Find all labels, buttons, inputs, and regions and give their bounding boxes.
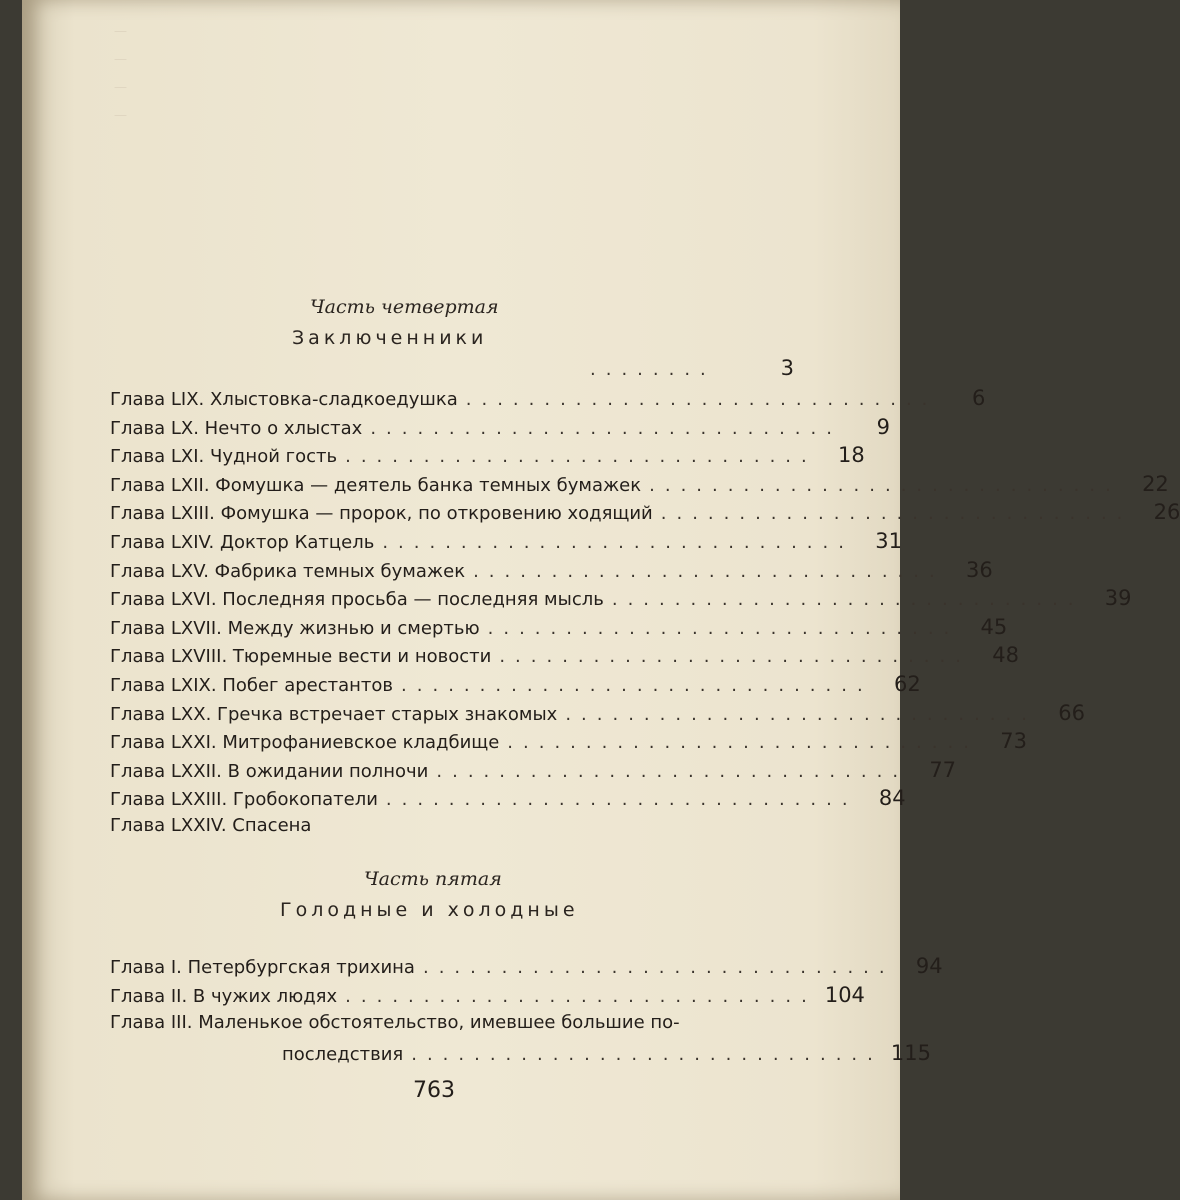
leader-dots: .............................. [660,503,1133,525]
leader-dots: .............................. [345,986,817,1007]
toc-page-number: 6 [972,386,986,410]
toc-page-number: 26 [1153,500,1180,525]
toc-chapter-title: Глава LXIII. Фомушка — пророк, по откровению ходящий [110,503,653,525]
toc-page-number: 73 [1000,729,1027,754]
toc-row[interactable] [110,614,1008,643]
toc-row[interactable] [110,443,865,471]
toc-page-number: 104 [824,983,865,1007]
leader-dots: .............................. [487,617,960,639]
toc-row[interactable] [282,1041,931,1069]
toc-chapter-title: Глава LXI. Чудной гость [110,446,338,468]
toc-page-number: 3 [780,356,794,380]
toc-row[interactable] [110,983,865,1011]
toc-chapter-title: Глава LXXIV. Спасена [110,815,312,836]
leader-dots: .............................. [401,675,873,696]
leader-dots: .............................. [465,389,938,410]
leader-dots: .............................. [507,732,979,754]
leader-dots: .............................. [422,957,895,978]
toc-page-number: 66 [1058,700,1085,725]
toc-row[interactable] [110,672,921,700]
toc-page-number: 48 [992,643,1019,668]
toc-chapter-title: Глава LXVII. Между жизнью и смертью [110,617,480,639]
toc-chapter-title: Глава LXII. Фомушка — деятель банка темных бумажек [110,474,642,496]
leader-dots: ........ [590,359,716,380]
toc-page-number: 9 [876,414,890,439]
toc-page-number: 36 [965,557,993,582]
toc-row[interactable] [110,815,794,843]
leader-dots: .............................. [385,789,858,811]
toc-chapter-title: Глава II. В чужих людях [110,986,338,1007]
toc-page-number: 115 [890,1041,931,1065]
toc-page-number: 18 [838,443,865,468]
leader-dots: .............................. [473,560,945,582]
leader-dots: .............................. [565,703,1037,725]
toc-page-number: 94 [915,954,943,978]
leader-dots: .............................. [370,417,842,439]
toc-page-number: 39 [1104,586,1132,611]
toc-chapter-title: Глава LIX. Хлыстовка-сладкоедушка [110,389,458,410]
leader-dots: .............................. [649,474,1121,496]
toc-chapter-title: Глава LXVI. Последняя просьба — последняя мысль [110,589,604,611]
toc-row[interactable] [110,700,1085,729]
page-number: 763 [413,1078,455,1103]
toc-page-number: 45 [980,614,1008,639]
toc-row[interactable] [110,757,957,786]
toc-row[interactable] [110,586,1132,614]
toc-row[interactable] [110,386,986,414]
toc-row-intro[interactable] [582,356,794,384]
toc-row[interactable] [110,557,993,586]
leader-dots: .............................. [611,589,1084,611]
toc-chapter-title: Глава LXVIII. Тюремные вести и новости [110,646,492,668]
toc-row[interactable] [110,471,1169,500]
toc-chapter-title: Глава LXIV. Доктор Катцель [110,532,375,553]
toc-row[interactable] [110,954,943,982]
toc-chapter-title: Глава LXXII. В ожидании полночи [110,760,429,782]
toc-row[interactable] [110,729,1027,757]
leader-dots: .............................. [345,446,817,468]
toc-chapter-title: Глава LXXI. Митрофаниевское кладбище [110,732,500,754]
toc-page-number: 31 [875,529,902,553]
toc-chapter-title: последствия [282,1044,404,1065]
book-page [22,0,1180,1200]
toc-page-number: 84 [878,786,906,811]
toc-row[interactable] [110,500,1180,528]
toc-row[interactable] [110,1012,794,1040]
toc-page-number: 22 [1142,471,1169,496]
toc-chapter-title: Глава III. Маленькое обстоятельство, имевшее большие по- [110,1012,680,1033]
leader-dots: .............................. [411,1044,883,1065]
leader-dots: .............................. [436,760,909,782]
toc-row[interactable] [110,529,902,557]
toc-row[interactable] [110,786,906,814]
leader-dots: .............................. [499,646,971,668]
bleed-through-text: — — — — [114,24,127,123]
toc-chapter-title: Глава LX. Нечто о хлыстах [110,417,363,439]
part5-title: Часть пятая [364,868,502,890]
part4-title: Часть четвертая [310,296,499,318]
leader-dots: .............................. [382,532,854,553]
toc-chapter-title: Глава LXV. Фабрика темных бумажек [110,560,466,582]
toc-chapter-title: Глава LXXIII. Гробокопатели [110,789,378,811]
toc-page-number: 62 [893,672,921,696]
toc-page-number: 77 [929,757,957,782]
part5-subtitle: Голодные и холодные [280,899,579,921]
toc-chapter-title: Глава LXX. Гречка встречает старых знакомых [110,703,558,725]
part4-subtitle: Заключенники [292,327,488,349]
toc-row[interactable] [110,414,890,443]
toc-row[interactable] [110,643,1019,671]
toc-chapter-title: Глава I. Петербургская трихина [110,957,415,978]
toc-chapter-title: Глава LXIX. Побег арестантов [110,675,394,696]
